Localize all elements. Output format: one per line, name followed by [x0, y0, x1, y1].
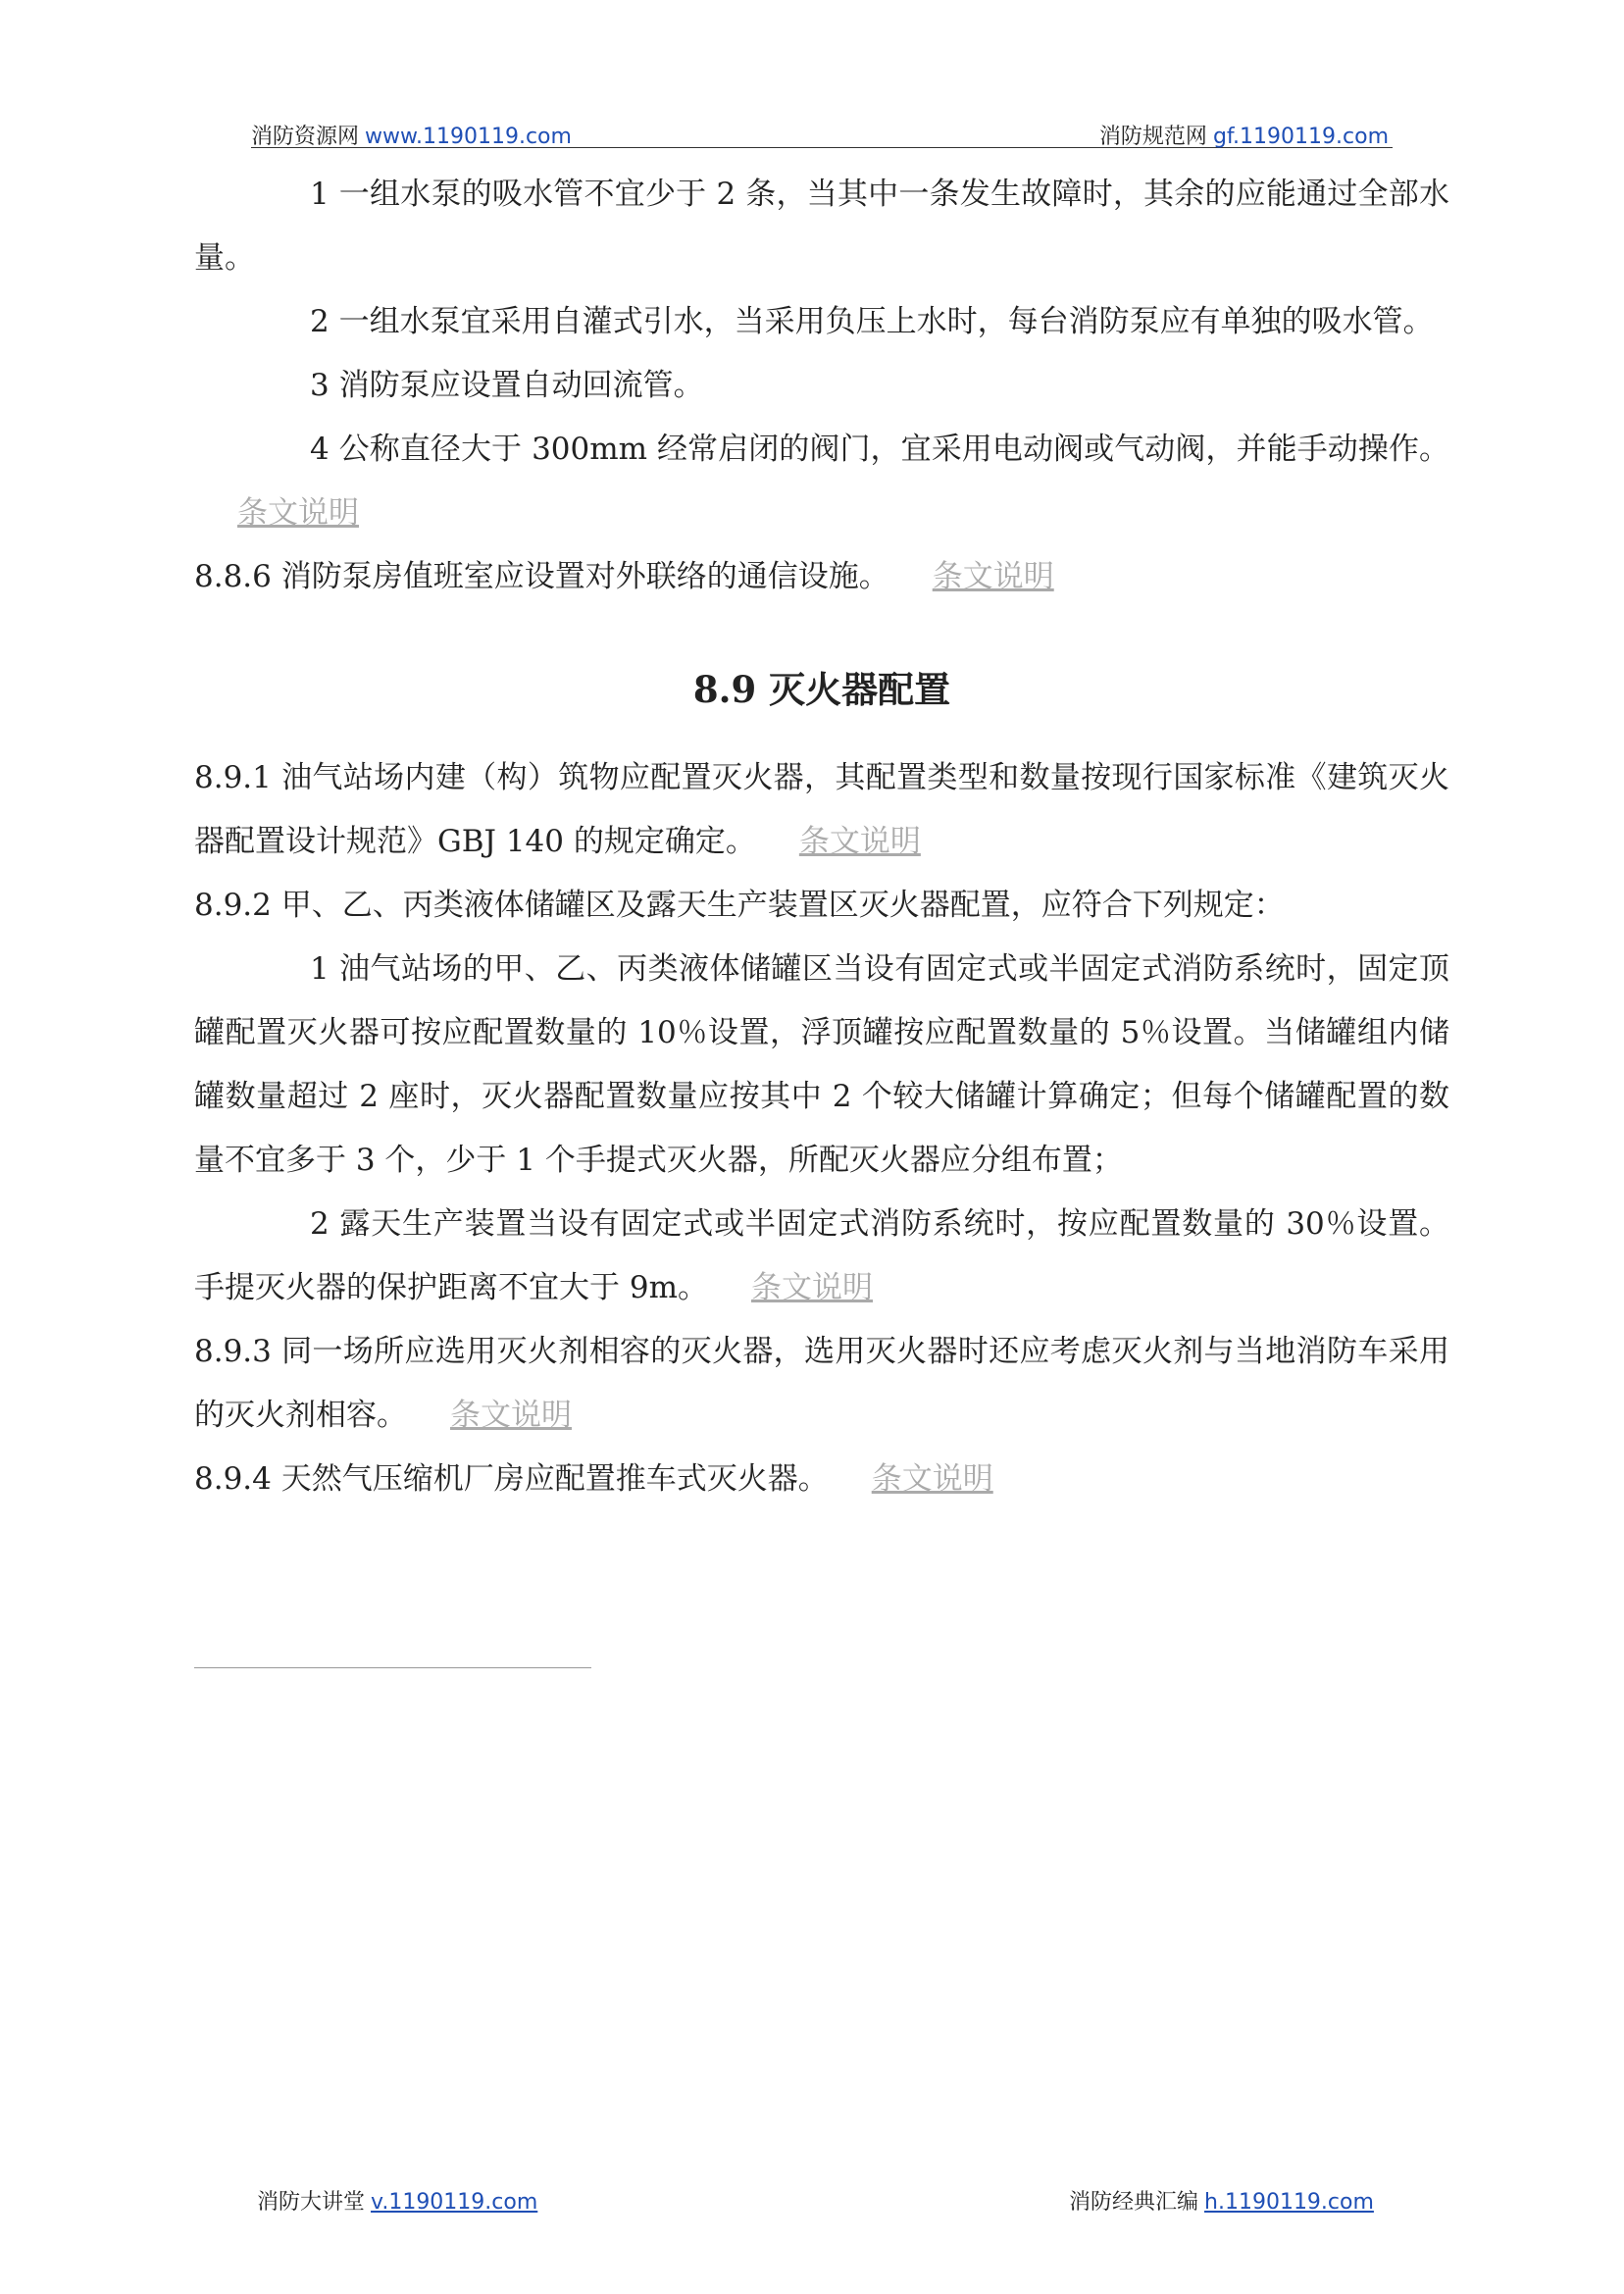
- clause-note-link[interactable]: 条文说明: [932, 559, 1054, 594]
- item-2: 2 一组水泵宜采用自灌式引水，当采用负压上水时，每台消防泵应有单独的吸水管。: [310, 304, 1434, 339]
- header-right: [1099, 120, 1389, 150]
- clause-note-link[interactable]: 条文说明: [871, 1461, 993, 1497]
- clause-8-9-2-item-1: 1 油气站场的甲、乙、丙类液体储罐区当设有固定式或半固定式消防系统时，固定顶罐配置灭火器可按应配置数量的 10％设置，浮顶罐按应配置数量的 5％设置。当储罐组内储罐数量超过 2 座时，灭火器配置数量应按其中 2 个较大储罐计算确定；但每个储罐配置的数量不宜多于 3 个，少于 1 个手提式灭火器，所配灭火器应分组布置；: [194, 951, 1449, 1178]
- clause-8-9-3: [194, 1320, 1449, 1448]
- document-body: [194, 163, 1449, 1511]
- header-left-link[interactable]: www.1190119.com: [365, 125, 572, 149]
- clause-8-9-1-text: 8.9.1 油气站场内建（构）筑物应配置灭火器，其配置类型和数量按现行国家标准《建筑灭火器配置设计规范》GBJ 140 的规定确定。: [194, 760, 1449, 859]
- footer-right: [1069, 2185, 1374, 2216]
- clause-8-9-2: 8.9.2 甲、乙、丙类液体储罐区及露天生产装置区灭火器配置，应符合下列规定：: [194, 888, 1285, 923]
- item-4-text: 4 公称直径大于 300mm 经常启闭的阀门，宜采用电动阀或气动阀，并能手动操作。: [310, 432, 1449, 467]
- clause-8-9-3-text: 8.9.3 同一场所应选用灭火剂相容的灭火器，选用灭火器时还应考虑灭火剂与当地消防车采用的灭火剂相容。: [194, 1334, 1449, 1433]
- header-right-label: 消防规范网: [1098, 125, 1207, 149]
- clause-8-9-2-item-2: [194, 1193, 1449, 1320]
- page-header: [251, 114, 1393, 148]
- header-left-label: 消防资源网: [251, 125, 360, 149]
- footer-left-label: 消防大讲堂: [257, 2190, 366, 2215]
- clause-8-8-6-text: 8.8.6 消防泵房值班室应设置对外联络的通信设施。: [194, 559, 889, 594]
- section-title-wrap: [194, 609, 1449, 746]
- section-title: 8.9 灭火器配置: [692, 668, 951, 711]
- footer-left-link[interactable]: v.1190119.com: [371, 2190, 538, 2215]
- clause-8-9-4-text: 8.9.4 天然气压缩机厂房应配置推车式灭火器。: [194, 1461, 829, 1497]
- clause-8-9-2-item-2-text: 2 露天生产装置当设有固定式或半固定式消防系统时，按应配置数量的 30％设置。手提灭火器的保护距离不宜大于 9m。: [194, 1206, 1449, 1305]
- header-right-link[interactable]: gf.1190119.com: [1212, 125, 1389, 149]
- footer-left: [257, 2185, 537, 2216]
- clause-note-link[interactable]: 条文说明: [798, 824, 921, 859]
- clause-note-link[interactable]: 条文说明: [237, 495, 359, 531]
- item-1: 1 一组水泵的吸水管不宜少于 2 条，当其中一条发生故障时，其余的应能通过全部水量。: [194, 177, 1449, 276]
- clause-note-link[interactable]: 条文说明: [750, 1270, 873, 1305]
- item-4: [194, 418, 1449, 545]
- footnote-divider: [194, 1667, 591, 1668]
- clause-8-9-4: [194, 1448, 1449, 1511]
- clause-note-link[interactable]: 条文说明: [450, 1398, 572, 1433]
- item-3: 3 消防泵应设置自动回流管。: [310, 368, 704, 403]
- clause-8-9-1: [194, 746, 1449, 874]
- header-left: [251, 120, 572, 150]
- footer-right-label: 消防经典汇编: [1069, 2190, 1199, 2215]
- clause-8-8-6: [194, 545, 1449, 609]
- footer-right-link[interactable]: h.1190119.com: [1204, 2190, 1374, 2215]
